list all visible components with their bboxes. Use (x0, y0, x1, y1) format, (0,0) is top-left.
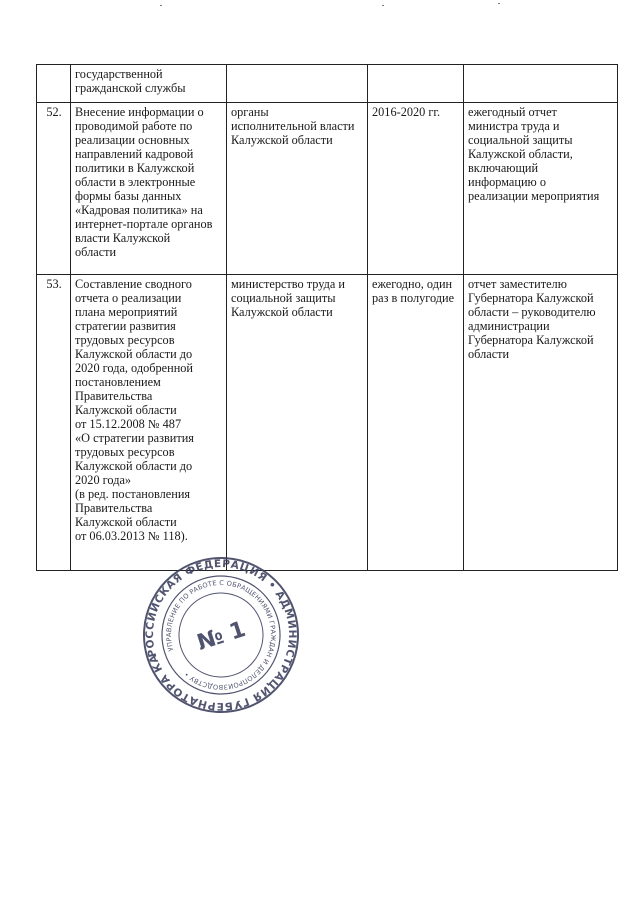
cell-line: информацию о (468, 175, 546, 189)
cell-line: политики в Калужской (75, 161, 195, 175)
cell-line: Внесение информации о (75, 105, 204, 119)
scan-speck (498, 3, 500, 4)
row-number: 53. (37, 275, 71, 571)
cell-line: Правительства (75, 389, 153, 403)
cell-line: Калужской области (75, 403, 177, 417)
cell-line: постановлением (75, 375, 161, 389)
seal-inner-text: УПРАВЛЕНИЕ ПО РАБОТЕ С ОБРАЩЕНИЯМИ ГРАЖДАН И ДЕЛОПРОИЗВОДСТВУ • (164, 578, 278, 692)
cell-line: государственной (75, 67, 163, 81)
term-cell (368, 65, 464, 103)
term-cell (368, 103, 464, 275)
cell-line: гражданской службы (75, 81, 186, 95)
result-cell (464, 65, 618, 103)
cell-line: социальной защиты (231, 291, 336, 305)
executor-cell (227, 275, 368, 571)
executor-cell (227, 65, 368, 103)
seal-outer-text: РОССИЙСКАЯ ФЕДЕРАЦИЯ • АДМИНИСТРАЦИЯ ГУБЕРНАТОРА КАЛУЖСКОЙ (143, 557, 299, 713)
row-number (37, 65, 71, 103)
action-cell (71, 65, 227, 103)
cell-line: Калужской области (231, 133, 333, 147)
cell-line: администрации (468, 319, 550, 333)
cell-line: Калужской области (75, 515, 177, 529)
executor-cell (227, 103, 368, 275)
cell-line: области (468, 347, 510, 361)
cell-line: плана мероприятий (75, 305, 178, 319)
cell-line: отчета о реализации (75, 291, 182, 305)
scan-speck (160, 5, 162, 6)
cell-line: 2020 года, одобренной (75, 361, 194, 375)
table-row (37, 275, 618, 571)
cell-line: социальной защиты (468, 133, 573, 147)
cell-line: ежегодный отчет (468, 105, 557, 119)
term-cell (368, 275, 464, 571)
cell-line: формы базы данных (75, 189, 182, 203)
cell-line: Правительства (75, 501, 153, 515)
cell-line: раз в полугодие (372, 291, 455, 305)
cell-line: «Кадровая политика» на (75, 203, 203, 217)
cell-line: органы (231, 105, 269, 119)
cell-line: исполнительной власти (231, 119, 355, 133)
cell-line: стратегии развития (75, 319, 176, 333)
official-seal (141, 555, 301, 715)
cell-line: включающий (468, 161, 539, 175)
cell-line: области – руководителю (468, 305, 596, 319)
scan-speck (382, 5, 384, 6)
cell-line: власти Калужской (75, 231, 171, 245)
cell-line: области (75, 245, 117, 259)
cell-line: Составление сводного (75, 277, 192, 291)
table-row (37, 103, 618, 275)
cell-line: министра труда и (468, 119, 560, 133)
result-cell (464, 103, 618, 275)
cell-line: (в ред. постановления (75, 487, 191, 501)
cell-line: реализации основных (75, 133, 190, 147)
action-cell (71, 275, 227, 571)
seal-center-number: № 1 (194, 616, 249, 656)
cell-line: ежегодно, один (372, 277, 453, 291)
row-number: 52. (37, 103, 71, 275)
cell-line: области в электронные (75, 175, 196, 189)
cell-line: министерство труда и (231, 277, 345, 291)
cell-line: трудовых ресурсов (75, 445, 175, 459)
cell-line: отчет заместителю (468, 277, 567, 291)
cell-line: 2016-2020 гг. (372, 105, 441, 119)
action-cell (71, 103, 227, 275)
cell-line: Калужской области (231, 305, 333, 319)
cell-line: направлений кадровой (75, 147, 194, 161)
table-row (37, 65, 618, 103)
cell-line: проводимой работе по (75, 119, 193, 133)
cell-line: Губернатора Калужской (468, 333, 594, 347)
result-cell (464, 275, 618, 571)
cell-line: «О стратегии развития (75, 431, 194, 445)
cell-line: Калужской области, (468, 147, 573, 161)
measures-table (36, 64, 618, 571)
cell-line: реализации мероприятия (468, 189, 600, 203)
cell-line: Калужской области до (75, 459, 193, 473)
cell-line: Калужской области до (75, 347, 193, 361)
cell-line: от 06.03.2013 № 118). (75, 529, 188, 543)
cell-line: от 15.12.2008 № 487 (75, 417, 182, 431)
cell-line: интернет-портале органов (75, 217, 213, 231)
cell-line: трудовых ресурсов (75, 333, 175, 347)
cell-line: 2020 года» (75, 473, 132, 487)
cell-line: Губернатора Калужской (468, 291, 594, 305)
